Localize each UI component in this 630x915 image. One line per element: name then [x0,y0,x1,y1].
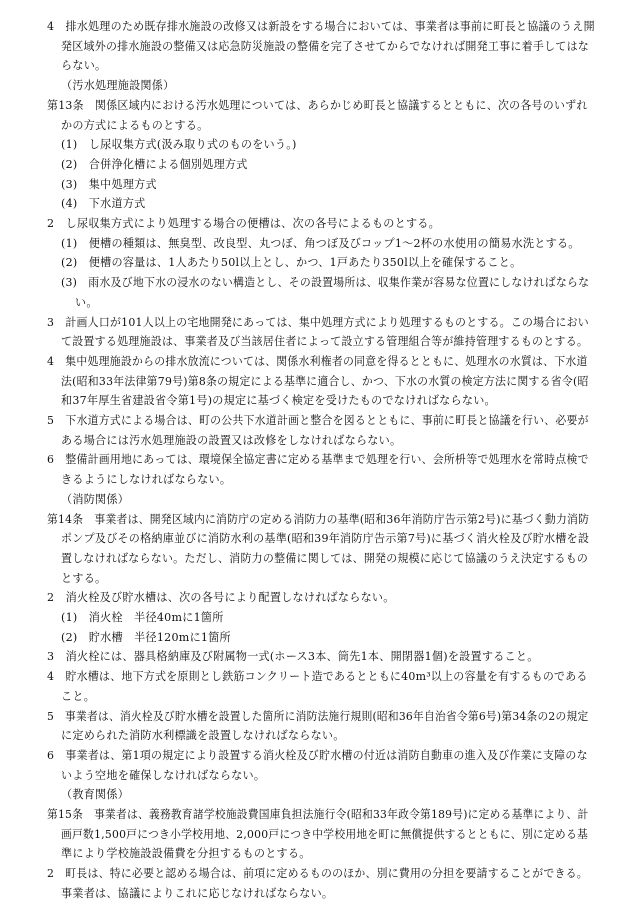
text-line: かの方式によるものとする。 [61,118,209,132]
text-line: 4 排水処理のため既存排水施設の改修又は新設をする場合においては、事業者は事前に町長と協議のうえ開 [47,20,595,33]
text-line: 5 事業者は、消火栓及び貯水槽を設置した箇所に消防法施行規則(昭和36年自治省令第6号)第34条の2の規定 [47,709,589,723]
text-line: 2 し尿収集方式により処理する場合の便槽は、次の各号によるものとする。 [47,217,440,230]
text-line: 2 町長は、特に必要と認める場合は、前項に定めるもののほか、別に費用の分担を要請することができる。 [47,867,588,881]
text-line: (3) 集中処理方式 [61,177,157,191]
text-line: 和37年厚生省建設省令第1号)の規定に基づく検定を受けたものでなければならない。 [61,394,496,408]
text-line: 3 計画人口が101人以上の宅地開発にあっては、集中処理方式により処理するものとする。この場合におい [47,315,589,329]
text-line: 6 整備計画用地にあっては、環境保全協定書に定める基準まで処理を行い、会所枡等で処理水を常時点検で [47,453,589,467]
text-line: て設置する処理施設は、事業者及び当該居住者によって設立する管理組合等が維持管理するものとする。 [61,335,589,349]
text-line: とする。 [61,571,107,585]
text-line: い。 [75,295,98,309]
text-line: 画戸数1,500戸につき小学校用地、2,000戸につき中学校用地を町に無償提供するとともに、別に定める基 [61,827,589,841]
text-line: （教育関係） [61,788,130,802]
text-line: (3) 雨水及び地下水の浸水のない構造とし、その設置場所は、収集作業が容易な位置にしなければならな [61,276,590,290]
text-line: 5 下水道方式による場合は、町の公共下水道計画と整合を図るとともに、事前に町長と協議を行い、必要が [47,414,589,427]
text-line: 6 事業者は、第1項の規定により設置する消火栓及び貯水槽の付近は消防自動車の進入及び作業に支障のな [47,748,588,762]
text-line: (2) 便槽の容量は、1人あたり50l以上とし、かつ、1戸あたり350l以上を確保すること。 [61,256,522,270]
text-line: 第13条 関係区域内における汚水処理については、あらかじめ町長と協議するとともに、次の各号のいずれ [47,98,588,112]
text-line: 発区域外の排水施設の整備又は応急防災施設の整備を完了させてからでなければ開発工事に着手してはな [61,39,590,53]
text-line: きるようにしなければならない。 [61,473,232,487]
text-line: 事業者は、協議によりこれに応じなければならない。 [61,886,334,900]
text-line: らない。 [61,59,107,73]
text-line: 法(昭和33年法律第79号)第8条の規定による基準に適合し、かつ、下水の水質の検定方法に関する省令(昭 [61,374,589,388]
text-line: こと。 [61,689,96,703]
text-line: (4) 下水道方式 [61,197,146,211]
text-line: 置しなければならない。ただし、消防力の整備に関しては、開発の規模に応じて協議のうえ決定するもの [61,551,589,565]
text-line: （汚水処理施設関係） [61,79,175,93]
text-line: 準により学校施設設備費を分担するものとする。 [61,847,311,861]
text-line: (2) 貯水槽 半径120mに1箇所 [61,630,231,644]
text-line: 3 消火栓には、器具格納庫及び附属物一式(ホース3本、筒先1本、開閉器1個)を設置すること。 [47,650,539,664]
text-line: （消防関係） [61,492,130,506]
text-line: 第14条 事業者は、開発区域内に消防庁の定める消防力の基準(昭和36年消防庁告示第2号)に基づく動力消防 [47,512,590,526]
text-line: いよう空地を確保しなければならない。 [61,768,266,782]
text-line: (2) 合併浄化槽による個別処理方式 [61,157,248,171]
text-line: (1) 消火栓 半径40mに1箇所 [61,611,224,624]
text-line: 2 消火栓及び貯水槽は、次の各号により配置しなければならない。 [47,591,395,605]
text-line: (1) 便槽の種類は、無臭型、改良型、丸つぼ、角つぼ及びコップ1～2杯の水使用の簡易水洗とする。 [61,236,580,250]
text-line: ある場合には汚水処理施設の設置又は改修をしなければならない。 [61,433,402,447]
text-line: に定められた消防水利標識を設置しなければならない。 [61,729,345,743]
text-line: 4 貯水槽は、地下方式を原則とし鉄筋コンクリート造であるとともに40m³以上の容量を有するものである [47,670,588,684]
text-line: 4 集中処理施設からの排水放流については、関係水利権者の同意を得るとともに、処理水の水質は、下水道 [47,354,588,368]
text-line: (1) し尿収集方式(汲み取り式のものをいう。) [61,138,297,152]
text-line: ポンプ及びその格納庫並びに消防水利の基準(昭和39年消防庁告示第7号)に基づく消火栓及び貯水槽を設 [61,532,590,546]
text-line: 第15条 事業者は、義務教育諸学校施設費国庫負担法施行令(昭和33年政令第189号)に定める基準により、計 [47,808,589,821]
